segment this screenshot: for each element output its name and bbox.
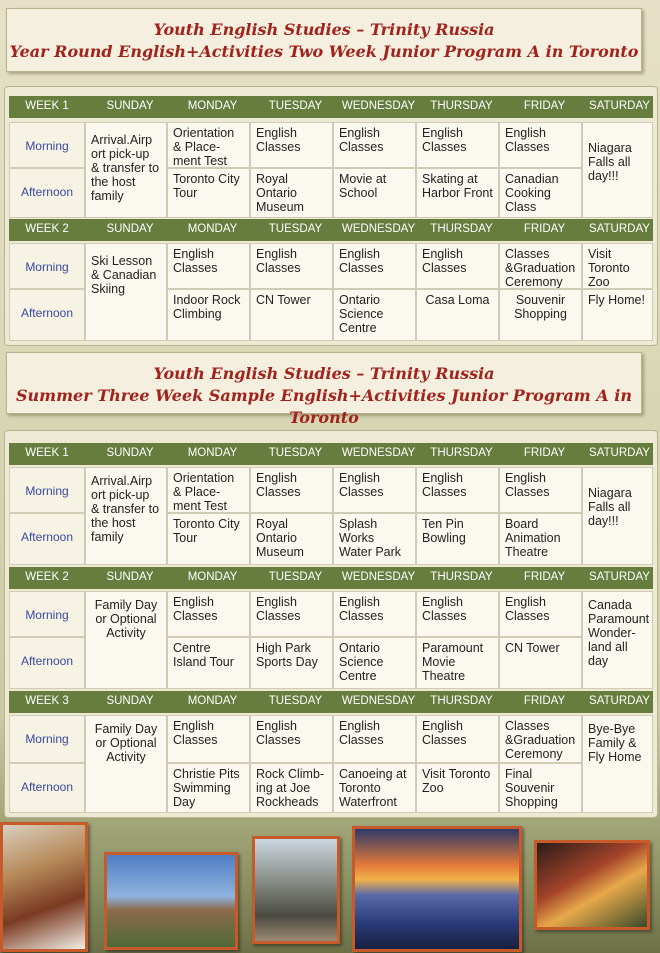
week-label: WEEK 2 [25, 223, 69, 235]
day-thursday: THURSDAY [430, 223, 493, 235]
wednesday-afternoon-cell: Ontario Science Centre [333, 289, 416, 341]
monday-morning-cell: English Classes [167, 243, 250, 289]
wednesday-afternoon-cell: Ontario Science Centre [333, 637, 416, 689]
day-tuesday: TUESDAY [268, 447, 323, 459]
wednesday-morning-cell: English Classes [333, 467, 416, 513]
saturday-cell: Niagara Falls all day!!! [582, 122, 653, 218]
friday-afternoon-cell: Souvenir Shopping [499, 289, 582, 341]
afternoon-label: Afternoon [9, 168, 85, 218]
tuesday-afternoon-cell: High Park Sports Day [250, 637, 333, 689]
program2-week3-header [9, 691, 653, 713]
day-tuesday: TUESDAY [268, 571, 323, 583]
day-thursday: THURSDAY [430, 571, 493, 583]
program2-schedule [4, 430, 658, 818]
program2-title-banner [6, 352, 642, 427]
monday-morning-cell: English Classes [167, 715, 250, 763]
monday-morning-cell: Orientation & Place- ment Test [167, 467, 250, 513]
week-label: WEEK 3 [25, 695, 69, 707]
wednesday-morning-cell: English Classes [333, 715, 416, 763]
day-saturday: SATURDAY [589, 447, 650, 459]
afternoon-label: Afternoon [9, 637, 85, 689]
thursday-afternoon-cell: Skating at Harbor Front [416, 168, 499, 218]
day-sunday: SUNDAY [106, 571, 154, 583]
day-thursday: THURSDAY [430, 100, 493, 112]
program1-title-line1: Youth English Studies – Trinity Russia [153, 20, 495, 39]
day-sunday: SUNDAY [106, 695, 154, 707]
monday-afternoon-cell: Christie Pits Swimming Day [167, 763, 250, 813]
friday-afternoon-cell: Final Souvenir Shopping [499, 763, 582, 813]
tuesday-morning-cell: English Classes [250, 591, 333, 637]
day-monday: MONDAY [187, 695, 238, 707]
afternoon-label: Afternoon [9, 763, 85, 813]
wednesday-afternoon-cell: Movie at School [333, 168, 416, 218]
friday-afternoon-cell: Canadian Cooking Class [499, 168, 582, 218]
monday-afternoon-cell: Indoor Rock Climbing [167, 289, 250, 341]
day-sunday: SUNDAY [106, 223, 154, 235]
program2-week2-header [9, 567, 653, 589]
program1-schedule [4, 86, 658, 346]
day-monday: MONDAY [187, 223, 238, 235]
day-saturday: SATURDAY [589, 100, 650, 112]
afternoon-label: Afternoon [9, 513, 85, 565]
thursday-afternoon-cell: Visit Toronto Zoo [416, 763, 499, 813]
wednesday-afternoon-cell: Splash Works Water Park [333, 513, 416, 565]
thursday-morning-cell: English Classes [416, 591, 499, 637]
day-saturday: SATURDAY [589, 695, 650, 707]
tuesday-afternoon-cell: CN Tower [250, 289, 333, 341]
day-thursday: THURSDAY [430, 447, 493, 459]
friday-morning-cell: Classes &Graduation Ceremony [499, 715, 582, 763]
friday-morning-cell: Classes &Graduation Ceremony [499, 243, 582, 289]
day-saturday: SATURDAY [589, 223, 650, 235]
thursday-afternoon-cell: Paramount Movie Theatre [416, 637, 499, 689]
day-monday: MONDAY [187, 100, 238, 112]
day-wednesday: WEDNESDAY [341, 223, 416, 235]
saturday-morning-cell: Visit Toronto Zoo [582, 243, 653, 289]
monday-morning-cell: English Classes [167, 591, 250, 637]
day-monday: MONDAY [187, 447, 238, 459]
wednesday-morning-cell: English Classes [333, 243, 416, 289]
wednesday-morning-cell: English Classes [333, 591, 416, 637]
thursday-morning-cell: English Classes [416, 243, 499, 289]
friday-afternoon-cell: Board Animation Theatre [499, 513, 582, 565]
friday-morning-cell: English Classes [499, 467, 582, 513]
cyclists-street-photo [252, 836, 340, 944]
thursday-morning-cell: English Classes [416, 122, 499, 168]
tuesday-afternoon-cell: Royal Ontario Museum [250, 513, 333, 565]
saturday-cell: Canada Paramount Wonder- land all day [582, 591, 653, 689]
program1-title-banner [6, 8, 642, 72]
monday-afternoon-cell: Centre Island Tour [167, 637, 250, 689]
monday-morning-cell: Orientation & Place- ment Test [167, 122, 250, 168]
tuesday-morning-cell: English Classes [250, 467, 333, 513]
native-chief-photo [0, 822, 88, 952]
day-friday: FRIDAY [523, 571, 566, 583]
day-wednesday: WEDNESDAY [341, 447, 416, 459]
program2-week1-header [9, 443, 653, 465]
saturday-cell: Bye-Bye Family & Fly Home [582, 715, 653, 813]
day-wednesday: WEDNESDAY [341, 100, 416, 112]
tuesday-morning-cell: English Classes [250, 715, 333, 763]
morning-label: Morning [9, 591, 85, 637]
day-wednesday: WEDNESDAY [341, 695, 416, 707]
thursday-morning-cell: English Classes [416, 467, 499, 513]
program1-title-line2: Year Round English+Activities Two Week Junior Program A in Toronto [9, 42, 639, 61]
day-wednesday: WEDNESDAY [341, 571, 416, 583]
program2-title-line2: Summer Three Week Sample English+Activities Junior Program A in Toronto [15, 386, 632, 427]
monday-afternoon-cell: Toronto City Tour [167, 168, 250, 218]
sunday-cell: Family Day or Optional Activity [85, 715, 167, 813]
friday-morning-cell: English Classes [499, 122, 582, 168]
week-label: WEEK 1 [25, 100, 69, 112]
day-friday: FRIDAY [523, 100, 566, 112]
morning-label: Morning [9, 243, 85, 289]
morning-label: Morning [9, 122, 85, 168]
day-tuesday: TUESDAY [268, 223, 323, 235]
morning-label: Morning [9, 467, 85, 513]
mountain-lake-sunset-photo [352, 826, 522, 952]
friday-morning-cell: English Classes [499, 591, 582, 637]
program1-week2-header [9, 219, 653, 241]
saturday-afternoon-cell: Fly Home! [582, 289, 653, 341]
morning-label: Morning [9, 715, 85, 763]
program1-week1-header [9, 96, 653, 118]
saturday-cell: Niagara Falls all day!!! [582, 467, 653, 565]
wednesday-afternoon-cell: Canoeing at Toronto Waterfront [333, 763, 416, 813]
day-friday: FRIDAY [523, 223, 566, 235]
day-monday: MONDAY [187, 571, 238, 583]
day-tuesday: TUESDAY [268, 100, 323, 112]
sunday-cell: Family Day or Optional Activity [85, 591, 167, 689]
sunday-cell: Arrival.Airp ort pick-up & transfer to the host family [85, 122, 167, 218]
tuesday-morning-cell: English Classes [250, 122, 333, 168]
friday-afternoon-cell: CN Tower [499, 637, 582, 689]
thursday-afternoon-cell: Ten Pin Bowling [416, 513, 499, 565]
afternoon-label: Afternoon [9, 289, 85, 341]
tuesday-afternoon-cell: Rock Climb- ing at Joe Rockheads [250, 763, 333, 813]
week-label: WEEK 2 [25, 571, 69, 583]
quebec-chateau-photo [104, 852, 238, 950]
day-saturday: SATURDAY [589, 571, 650, 583]
day-thursday: THURSDAY [430, 695, 493, 707]
thursday-afternoon-cell: Casa Loma [416, 289, 499, 341]
sunday-cell: Ski Lesson & Canadian Skiing [85, 243, 167, 341]
week-label: WEEK 1 [25, 447, 69, 459]
city-night-photo [534, 840, 650, 930]
day-tuesday: TUESDAY [268, 695, 323, 707]
tuesday-afternoon-cell: Royal Ontario Museum [250, 168, 333, 218]
thursday-morning-cell: English Classes [416, 715, 499, 763]
sunday-cell: Arrival.Airp ort pick-up & transfer to the host family [85, 467, 167, 565]
program2-title-line1: Youth English Studies – Trinity Russia [153, 364, 495, 383]
tuesday-morning-cell: English Classes [250, 243, 333, 289]
day-sunday: SUNDAY [106, 100, 154, 112]
monday-afternoon-cell: Toronto City Tour [167, 513, 250, 565]
day-friday: FRIDAY [523, 695, 566, 707]
day-sunday: SUNDAY [106, 447, 154, 459]
day-friday: FRIDAY [523, 447, 566, 459]
wednesday-morning-cell: English Classes [333, 122, 416, 168]
